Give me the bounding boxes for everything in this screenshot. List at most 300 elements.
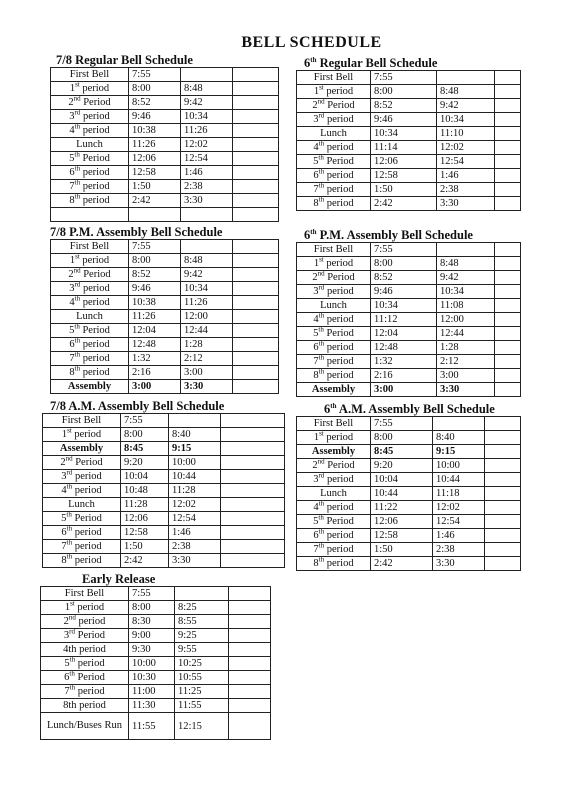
table-row [51,152,279,166]
table-row [297,529,521,543]
table-row [41,685,271,699]
notes-cell [485,431,521,445]
start-time: 10:30 [129,671,175,685]
notes-cell [233,338,279,352]
period-label: First Bell [297,417,371,431]
end-time: 10:00 [433,459,485,473]
notes-cell [495,197,521,211]
end-time [433,417,485,431]
start-time: 2:42 [371,197,437,211]
start-time [129,208,181,222]
period-label: 4th period [297,313,371,327]
table-row [297,313,521,327]
end-time: 9:15 [433,445,485,459]
end-time: 9:42 [437,99,495,113]
start-time: 9:00 [129,629,175,643]
notes-cell [233,282,279,296]
start-time: 10:38 [129,124,181,138]
notes-cell [229,657,271,671]
period-label: 1st period [297,85,371,99]
table-row [297,113,521,127]
schedule-table [42,413,285,568]
start-time: 10:34 [371,127,437,141]
end-time [169,414,221,428]
period-label: 2nd period [41,615,129,629]
end-time: 10:34 [181,110,233,124]
table-row [51,96,279,110]
end-time: 12:15 [175,713,229,740]
table-row [51,268,279,282]
period-label: 5th Period [51,324,129,338]
period-label: 6th period [51,166,129,180]
period-label: 1st period [297,431,371,445]
end-time: 8:40 [433,431,485,445]
end-time: 8:48 [437,85,495,99]
schedule-table [50,67,279,222]
table-row [41,615,271,629]
table-row [297,431,521,445]
end-time: 2:38 [169,540,221,554]
start-time: 10:44 [371,487,433,501]
table-row [297,99,521,113]
period-label: Lunch [51,138,129,152]
period-label: First Bell [51,68,129,82]
end-time: 10:55 [175,671,229,685]
notes-cell [495,299,521,313]
end-time: 10:34 [181,282,233,296]
period-label: 8th period [297,557,371,571]
start-time: 9:20 [121,456,169,470]
start-time: 7:55 [129,587,175,601]
table-row [43,484,285,498]
schedule-table [296,70,521,211]
notes-cell [485,445,521,459]
period-label: 8th period [51,366,129,380]
end-time: 12:44 [181,324,233,338]
end-time: 8:48 [181,254,233,268]
start-time: 9:46 [371,285,437,299]
end-time: 9:55 [175,643,229,657]
schedule-table [40,586,271,740]
notes-cell [495,169,521,183]
start-time: 11:14 [371,141,437,155]
notes-cell [485,417,521,431]
notes-cell [485,459,521,473]
start-time: 8:00 [129,82,181,96]
end-time: 10:34 [437,113,495,127]
period-label: 1st period [43,428,121,442]
start-time: 10:34 [371,299,437,313]
notes-cell [233,82,279,96]
table-row [43,456,285,470]
notes-cell [495,313,521,327]
start-time: 9:20 [371,459,433,473]
end-time [181,208,233,222]
period-label: 5th Period [297,515,371,529]
notes-cell [485,487,521,501]
period-label: Assembly [51,380,129,394]
table-row [297,197,521,211]
start-time: 12:04 [371,327,437,341]
period-label: First Bell [51,240,129,254]
notes-cell [221,442,285,456]
start-time: 1:50 [371,543,433,557]
section-title: Early Release [82,572,156,586]
start-time: 1:50 [371,183,437,197]
end-time: 12:02 [169,498,221,512]
notes-cell [229,601,271,615]
period-label: 6th Period [41,671,129,685]
notes-cell [233,366,279,380]
start-time: 11:26 [129,310,181,324]
period-label: 1st period [297,257,371,271]
schedule-7-8-regular [50,53,279,222]
page-title: BELL SCHEDULE [241,34,382,51]
table-row [297,257,521,271]
period-label: 7th period [43,540,121,554]
notes-cell [233,138,279,152]
notes-cell [233,110,279,124]
start-time: 3:00 [371,383,437,397]
end-time: 10:44 [433,473,485,487]
section-title: 6th P.M. Assembly Bell Schedule [304,227,473,242]
notes-cell [233,124,279,138]
end-time: 12:02 [181,138,233,152]
table-row [297,141,521,155]
end-time: 8:55 [175,615,229,629]
end-time: 3:30 [437,197,495,211]
start-time: 7:55 [371,71,437,85]
start-time: 12:48 [371,341,437,355]
start-time: 8:00 [129,601,175,615]
table-row [297,515,521,529]
table-row [43,526,285,540]
table-row [41,629,271,643]
period-label: 2nd Period [297,459,371,473]
end-time: 11:18 [433,487,485,501]
period-label: 6th period [297,169,371,183]
period-label: 3rd period [51,110,129,124]
start-time: 10:38 [129,296,181,310]
notes-cell [495,85,521,99]
notes-cell [233,166,279,180]
start-time: 8:52 [129,96,181,110]
period-label: Lunch [51,310,129,324]
start-time: 8:00 [371,257,437,271]
start-time: 8:45 [121,442,169,456]
notes-cell [221,540,285,554]
end-time: 1:46 [181,166,233,180]
notes-cell [495,141,521,155]
notes-cell [495,341,521,355]
end-time: 8:40 [169,428,221,442]
table-row [297,459,521,473]
end-time: 2:12 [181,352,233,366]
end-time: 9:15 [169,442,221,456]
start-time: 9:46 [371,113,437,127]
period-label: Assembly [297,383,371,397]
end-time: 12:44 [437,327,495,341]
start-time: 1:50 [129,180,181,194]
end-time: 2:38 [181,180,233,194]
start-time: 11:00 [129,685,175,699]
start-time: 11:30 [129,699,175,713]
start-time: 10:00 [129,657,175,671]
table-row [41,713,271,740]
table-row [297,355,521,369]
table-row [297,417,521,431]
start-time: 8:52 [371,271,437,285]
table-row [51,366,279,380]
start-time: 1:50 [121,540,169,554]
end-time [437,243,495,257]
notes-cell [229,587,271,601]
period-label: 2nd Period [297,271,371,285]
end-time: 1:28 [437,341,495,355]
start-time: 12:58 [129,166,181,180]
notes-cell [221,428,285,442]
notes-cell [495,127,521,141]
notes-cell [495,355,521,369]
table-row [297,285,521,299]
period-label: Lunch [297,299,371,313]
period-label: 4th period [41,643,129,657]
end-time [181,240,233,254]
notes-cell [485,515,521,529]
notes-cell [233,180,279,194]
notes-cell [229,615,271,629]
table-row [297,127,521,141]
start-time: 8:52 [371,99,437,113]
table-row [51,338,279,352]
period-label: 8th period [297,369,371,383]
end-time: 8:48 [181,82,233,96]
table-row [51,166,279,180]
start-time: 8:00 [129,254,181,268]
period-label: First Bell [297,243,371,257]
end-time: 12:54 [437,155,495,169]
notes-cell [495,243,521,257]
start-time: 9:46 [129,282,181,296]
end-time: 11:10 [437,127,495,141]
start-time: 12:58 [121,526,169,540]
section-title: 6th Regular Bell Schedule [304,55,438,70]
period-label: 6th period [51,338,129,352]
notes-cell [233,324,279,338]
table-row [297,543,521,557]
start-time: 7:55 [129,240,181,254]
table-row [51,194,279,208]
section-title: 7/8 P.M. Assembly Bell Schedule [50,225,223,239]
table-row [51,180,279,194]
notes-cell [495,369,521,383]
start-time: 2:42 [129,194,181,208]
notes-cell [495,383,521,397]
end-time: 10:34 [437,285,495,299]
period-label: Assembly [43,442,121,456]
schedule-table [296,416,521,571]
table-row [297,243,521,257]
end-time: 2:38 [433,543,485,557]
notes-cell [229,643,271,657]
period-label: 4th period [43,484,121,498]
table-row [43,498,285,512]
schedule-6-pm-assembly [296,228,521,397]
period-label: 7th period [51,180,129,194]
start-time: 8:45 [371,445,433,459]
table-row [43,428,285,442]
notes-cell [495,183,521,197]
table-row [41,643,271,657]
notes-cell [229,685,271,699]
start-time: 12:48 [129,338,181,352]
notes-cell [485,557,521,571]
notes-cell [233,380,279,394]
period-label: 4th period [297,501,371,515]
notes-cell [233,296,279,310]
table-row [43,540,285,554]
notes-cell [495,71,521,85]
period-label: 1st period [51,254,129,268]
period-label: 3rd period [51,282,129,296]
period-label: 5th Period [297,155,371,169]
period-label: 3rd period [297,113,371,127]
table-row [43,512,285,526]
table-row [51,282,279,296]
table-row [51,352,279,366]
end-time: 10:00 [169,456,221,470]
start-time: 2:16 [129,366,181,380]
table-row [297,327,521,341]
notes-cell [233,208,279,222]
start-time: 8:52 [129,268,181,282]
end-time: 3:00 [181,366,233,380]
table-row [41,671,271,685]
notes-cell [221,526,285,540]
period-label: 2nd Period [51,96,129,110]
end-time: 1:28 [181,338,233,352]
end-time: 11:08 [437,299,495,313]
period-label: 2nd Period [43,456,121,470]
notes-cell [233,96,279,110]
start-time: 12:06 [129,152,181,166]
section-title: 6th A.M. Assembly Bell Schedule [324,401,495,416]
period-label: 2nd Period [51,268,129,282]
table-row [51,82,279,96]
period-label: First Bell [41,587,129,601]
period-label: 7th period [51,352,129,366]
period-label: 7th period [41,685,129,699]
notes-cell [221,498,285,512]
period-label: 8th period [43,554,121,568]
period-label: 3rd period [43,470,121,484]
end-time: 9:42 [181,96,233,110]
notes-cell [229,699,271,713]
schedule-7-8-pm-assembly [50,225,279,394]
notes-cell [495,327,521,341]
period-label: 8th period [41,699,129,713]
start-time: 1:32 [129,352,181,366]
notes-cell [495,99,521,113]
notes-cell [229,713,271,740]
period-label: Lunch [297,487,371,501]
period-label: First Bell [43,414,121,428]
period-label: Lunch [297,127,371,141]
start-time: 8:30 [129,615,175,629]
period-label: 6th period [297,341,371,355]
table-row [51,310,279,324]
table-row [51,324,279,338]
period-label: Lunch [43,498,121,512]
notes-cell [233,310,279,324]
notes-cell [233,152,279,166]
start-time: 12:58 [371,529,433,543]
end-time: 10:44 [169,470,221,484]
period-label: 7th period [297,355,371,369]
start-time: 8:00 [371,431,433,445]
period-label: 8th period [297,197,371,211]
end-time: 12:00 [437,313,495,327]
end-time: 10:25 [175,657,229,671]
notes-cell [221,484,285,498]
period-label: 5th Period [51,152,129,166]
schedule-6-am-assembly [296,402,521,571]
start-time: 12:06 [371,155,437,169]
end-time: 11:26 [181,124,233,138]
end-time: 3:30 [437,383,495,397]
notes-cell [233,194,279,208]
end-time [437,71,495,85]
end-time: 11:28 [169,484,221,498]
table-row [43,414,285,428]
period-label: 7th period [297,183,371,197]
end-time: 9:42 [181,268,233,282]
table-row [51,138,279,152]
end-time: 1:46 [433,529,485,543]
end-time: 8:25 [175,601,229,615]
start-time: 1:32 [371,355,437,369]
table-row [41,699,271,713]
end-time: 12:02 [437,141,495,155]
notes-cell [221,456,285,470]
notes-cell [233,240,279,254]
notes-cell [221,414,285,428]
table-row [297,341,521,355]
table-row [43,442,285,456]
notes-cell [485,543,521,557]
notes-cell [233,254,279,268]
start-time: 12:06 [121,512,169,526]
start-time: 7:55 [371,243,437,257]
period-label: 7th period [297,543,371,557]
notes-cell [495,113,521,127]
start-time: 10:04 [121,470,169,484]
start-time: 2:16 [371,369,437,383]
schedule-table [296,242,521,397]
table-row [297,155,521,169]
start-time: 7:55 [121,414,169,428]
start-time: 10:04 [371,473,433,487]
notes-cell [495,285,521,299]
table-row [51,296,279,310]
start-time: 7:55 [129,68,181,82]
end-time: 9:25 [175,629,229,643]
end-time: 3:30 [433,557,485,571]
end-time: 12:54 [433,515,485,529]
table-row [41,601,271,615]
start-time: 12:58 [371,169,437,183]
table-row [297,383,521,397]
